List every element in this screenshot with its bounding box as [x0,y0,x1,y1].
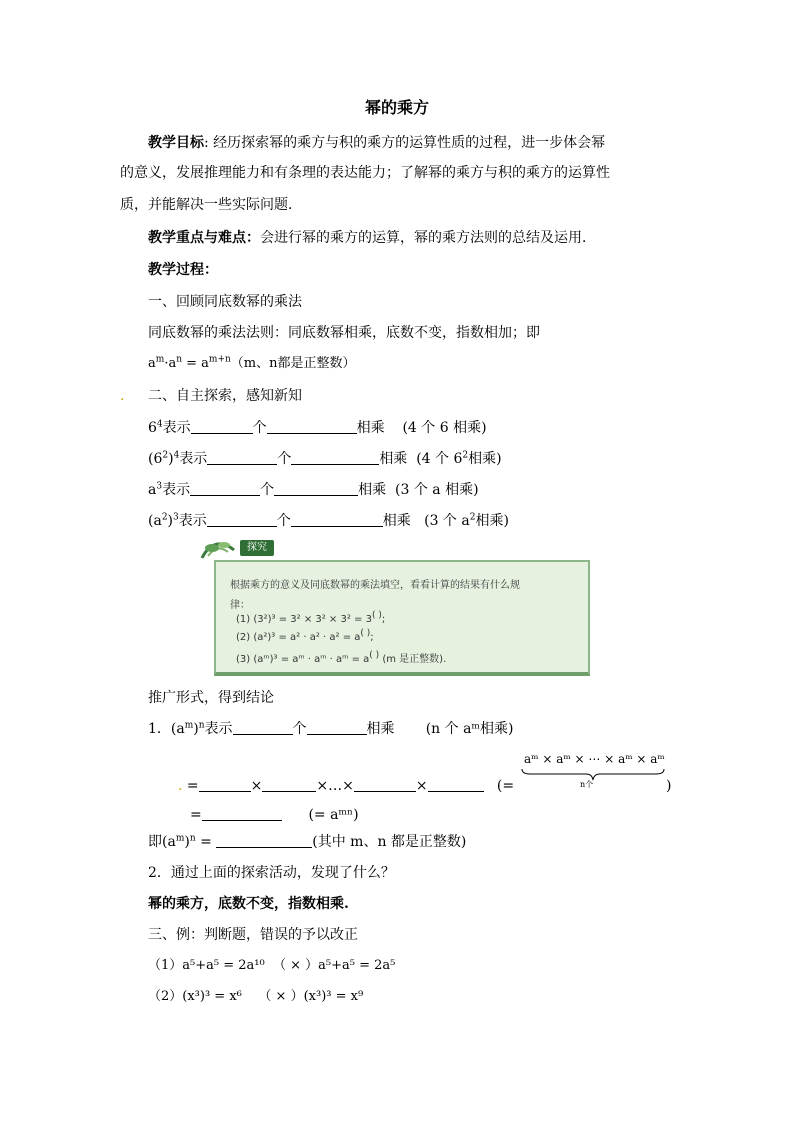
section1-heading: 一、回顾同底数幂的乘法 [148,294,302,310]
ex1-num: （1） [148,958,183,973]
dot-marker: . [178,778,183,794]
blank-6c[interactable] [354,777,416,792]
ex2-fix: (x³)³ = x⁹ [303,989,364,1004]
objectives-line1: 教学目标: 经历探索幂的乘方与积的乘方的运算性质的过程，进一步体会幂 [148,135,606,151]
blank-6a[interactable] [199,777,251,792]
objectives-line3: 质，并能解决一些实际问题． [120,197,302,213]
section1-rule: 同底数幂的乘法法则：同底数幂相乘，底数不变，指数相加；即 [148,325,540,341]
keypoints-line [148,228,596,248]
row3-label-a: 表示 [162,482,191,498]
eq-note: (= aᵐⁿ) [308,807,359,823]
blank-5b[interactable] [307,720,367,735]
row3-label-c: 相乘 [358,482,387,498]
ex1-fix: a⁵+a⁵ = 2a⁵ [318,958,396,973]
blank-2b[interactable] [291,450,379,465]
explore-item-3: (3) (aᵐ)³ = aᵐ · aᵐ · aᵐ = a( ) (m 是正整数). [236,650,447,665]
blank-2a[interactable] [207,450,277,465]
objectives-text-1: 经历探索幂的乘方与积的乘方的运算性质的过程，进一步体会幂 [213,135,606,151]
section1-formula: $a^m\cdot a^n = a^{m+n}(m$、n都是正整数） [148,354,356,371]
row-6sq-power-4: $(6^2)^4$表示 个 相乘 (4 个 $6^2$相乘) [148,450,502,467]
row4-label-a: 表示 [178,513,207,529]
row4-label-b: 个 [276,513,291,529]
l1-label-c: 相乘 [366,721,395,737]
blank-6d[interactable] [428,777,484,792]
row-6-power-4: $6^4$表示 个 相乘 (4 个 6 相乘) [148,419,487,436]
blank-8[interactable] [216,833,312,848]
formula-note: （m、n都是正整数） [230,356,356,371]
blank-4a[interactable] [207,512,277,527]
example-2 [148,987,363,1007]
closing-paren: ) [666,778,672,794]
row3-label-b: 个 [260,482,275,498]
brace-expression [520,752,666,796]
generalize-heading: 推广形式，得到结论 [148,690,274,706]
blank-6b[interactable] [262,777,316,792]
l1-label-b: 个 [292,721,307,737]
row2-label-a: 表示 [179,451,208,467]
l1-label-a: 表示 [204,721,233,737]
ex2-num: （2） [148,989,183,1004]
row2-note-b: 相乘) [468,451,502,467]
blank-7[interactable] [202,806,282,821]
blank-3a[interactable] [190,481,260,496]
process-label: 教学过程： [148,262,218,278]
explore-box [200,536,590,674]
equals-line: = (= aᵐⁿ) [190,807,359,823]
conclusion-note: (其中 m、n 都是正整数) [312,834,467,850]
row1-label-c: 相乘 [356,420,385,436]
blank-1a[interactable] [191,419,253,434]
objectives-line2: 的意义，发展推理能力和有条理的表达能力；了解幂的乘方与积的乘方的运算性 [120,165,610,181]
ex2-mark: （ × ） [258,989,304,1004]
conclusion-line: 即$(a^m)^n$ = (其中 m、n 都是正整数) [148,833,467,850]
row1-label-a: 表示 [162,420,191,436]
l1-note: (n 个 aᵐ相乘) [425,721,514,737]
row3-note: (3 个 a 相乘) [395,482,479,498]
brace-expr: aᵐ × aᵐ × ⋯ × aᵐ × aᵐ [524,752,665,766]
row4-note-b: 相乘) [475,513,509,529]
example-1 [148,956,395,976]
keypoints-text: 会进行幂的乘方的运算，幂的乘方法则的总结及运用． [260,230,596,246]
explore-intro-1: 根据乘方的意义及同底数幂的乘法填空，看看计算的结果有什么规 [230,580,520,591]
row2-label-c: 相乘 [379,451,408,467]
ex1-expr: a⁵+a⁵ = 2a¹⁰ [182,958,265,973]
explore-item-1-text: (1) (3²)³ = 3² × 3² × 3² = 3 [236,614,372,625]
explore-item-3-note: (m 是正整数). [382,654,447,665]
margin-dot: . [120,388,125,404]
objectives-label: 教学目标 [148,135,204,151]
row4-label-c: 相乘 [382,513,411,529]
section3-heading: 三、例：判断题，错误的予以改正 [148,927,358,943]
explore-item-1: (1) (3²)³ = 3² × 3² × 3² = 3( ); [236,610,386,625]
row4-note-a: (3 个 a [424,513,470,529]
question-2: 2．通过上面的探索活动，发现了什么？ [148,865,395,881]
explore-item-2-text: (2) (a²)³ = a² · a² · a² = a [236,632,361,643]
row2-note-a: (4 个 6 [416,451,463,467]
ex1-mark: （ × ） [272,958,319,973]
explore-intro-2: 律： [230,600,250,611]
generalize-line1: 1．$(a^m)^n$表示 个 相乘 (n 个 aᵐ相乘) [148,720,514,737]
blank-4b[interactable] [291,512,383,527]
blank-1b[interactable] [267,419,357,434]
brace-label: n个 [580,780,594,789]
blank-3b[interactable] [274,481,358,496]
explore-item-3-text: (3) (aᵐ)³ = aᵐ · aᵐ · aᵐ = a [236,654,370,665]
keypoints-label: 教学重点与难点： [148,230,260,246]
row-asq-power-3: $(a^2)^3$表示 个 相乘 (3 个 $a^2$相乘) [148,512,509,529]
power-rule: 幂的乘方，底数不变，指数相乘. [148,896,349,912]
explore-badge: 探究 [240,540,274,556]
item-number-1: 1． [148,721,171,737]
row-a-power-3: $a^3$表示 个 相乘 (3 个 a 相乘) [148,481,479,498]
page-title: 幂的乘方 [364,98,429,117]
blank-5a[interactable] [233,720,293,735]
row1-note: (4 个 6 相乘) [402,420,487,436]
ex2-expr: (x³)³ = x⁶ [182,989,242,1004]
row1-label-b: 个 [252,420,267,436]
section2-heading: 二、自主探索，感知新知 [148,388,302,404]
row2-label-b: 个 [277,451,292,467]
explore-item-2: (2) (a²)³ = a² · a² · a² = a( ); [236,628,374,643]
expansion-line: . = × ×…× × (= [178,778,515,794]
